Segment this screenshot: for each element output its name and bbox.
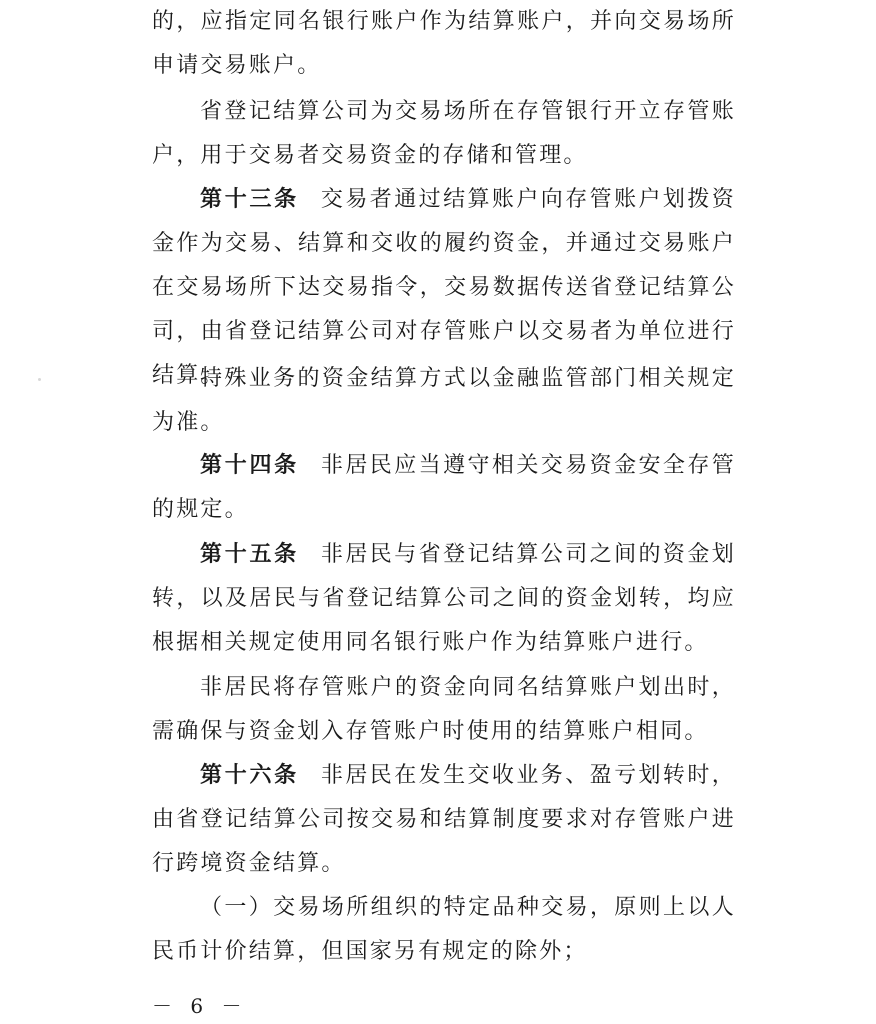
paragraph-text: 非居民将存管账户的资金向同名结算账户划出时，需确保与资金划入存管账户时使用的结算账户相同。 [152, 675, 736, 744]
page-number: － 6 － [152, 994, 248, 1018]
article-text: 非居民与省登记结算公司之间的资金划转，以及居民与省登记结算公司之间的资金划转，均应根据相关规定使用同名银行账户作为结算账户进行。 [152, 542, 736, 655]
paragraph-continuation [152, 0, 736, 88]
paragraph-text: 特殊业务的资金结算方式以金融监管部门相关规定为准。 [152, 366, 736, 435]
article-text: 交易者通过结算账户向存管账户划拨资金作为交易、结算和交收的履约资金，并通过交易账户在交易场所下达交易指令，交易数据传送省登记结算公司，由省登记结算公司对存管账户以交易者为单位进行结算。 [152, 187, 736, 388]
article-16 [152, 754, 736, 886]
article-text: 非居民在发生交收业务、盈亏划转时，由省登记结算公司按交易和结算制度要求对存管账户进行跨境资金结算。 [152, 763, 736, 876]
paragraph-special-business [152, 357, 736, 445]
article-title: 第十三条 [200, 187, 299, 212]
clause-1 [152, 886, 736, 974]
scan-speck [38, 378, 41, 381]
paragraph-text: （一）交易场所组织的特定品种交易，原则上以人民币计价结算，但国家另有规定的除外； [152, 895, 736, 964]
paragraph-custody-account [152, 90, 736, 178]
article-14 [152, 444, 736, 532]
article-title: 第十六条 [200, 763, 299, 788]
paragraph-text: 的，应指定同名银行账户作为结算账户，并向交易场所申请交易账户。 [152, 9, 736, 78]
article-title: 第十四条 [200, 453, 299, 478]
paragraph-non-resident-transfer [152, 666, 736, 754]
paragraph-text: 省登记结算公司为交易场所在存管银行开立存管账户，用于交易者交易资金的存储和管理。 [152, 99, 736, 168]
article-text: 非居民应当遵守相关交易资金安全存管的规定。 [152, 453, 736, 522]
article-title: 第十五条 [200, 542, 299, 567]
article-15 [152, 533, 736, 665]
